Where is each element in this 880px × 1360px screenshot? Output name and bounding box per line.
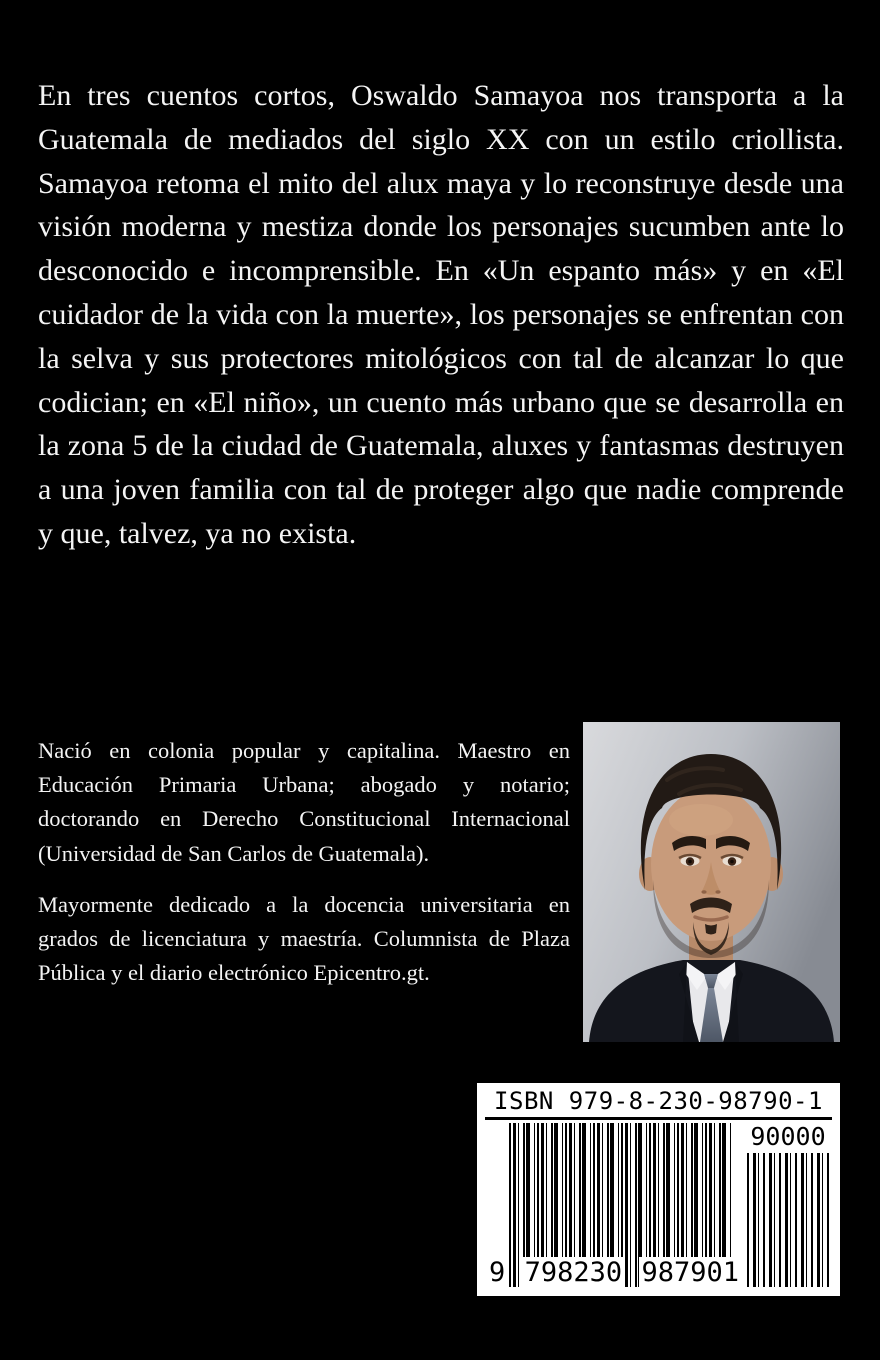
author-bio-paragraph-1: Nació en colonia popular y capitalina. Maestro en Educación Primaria Urbana; abogado y notario; doctorando en Derecho Constitucional Internacional (Universidad de San Carlos de Guatemala). [38,738,570,866]
price-addon [747,1123,829,1287]
synopsis-text: En tres cuentos cortos, Oswaldo Samayoa nos transporta a la Guatemala de mediados del siglo XX con un estilo criollista. Samayoa retoma el mito del alux maya y lo reconstruye desde una visión moderna y mestiza donde los personajes sucumben ante lo desconocido e incomprensible. En «Un espanto más» y en «El cuidador de la vida con la muerte», los personajes se enfrentan con la selva y sus protectores mitológicos con tal de alcanzar lo que codician; en «El niño», un cuento más urbano que se desarrolla en la zona 5 de la ciudad de Guatemala, aluxes y fantasmas destruyen a una joven familia con tal de proteger algo que nadie comprende y que, talvez, ya no exista. [38,79,844,550]
author-bio [38,734,570,990]
ean-digits [487,1257,741,1289]
isbn-barcode-block [477,1083,840,1296]
isbn-divider [485,1117,832,1120]
price-addon-code: 90000 [750,1122,826,1151]
ean-digit-group-2: 798230 [524,1257,623,1288]
author-portrait-illustration [583,722,840,1042]
price-addon-bars [747,1153,829,1287]
ean-digit-group-3: 987901 [641,1257,739,1288]
author-bio-paragraph-2: Mayormente dedicado a la docencia universitaria en grados de licenciatura y maestría. Columnista de Plaza Pública y el diario electrónico Epicentro.gt. [38,891,570,986]
isbn-label: ISBN 979-8-230-98790-1 [494,1087,823,1115]
ean-digit-group-1: 9 [489,1257,506,1288]
author-photo [583,722,840,1042]
barcode-body [487,1123,830,1295]
